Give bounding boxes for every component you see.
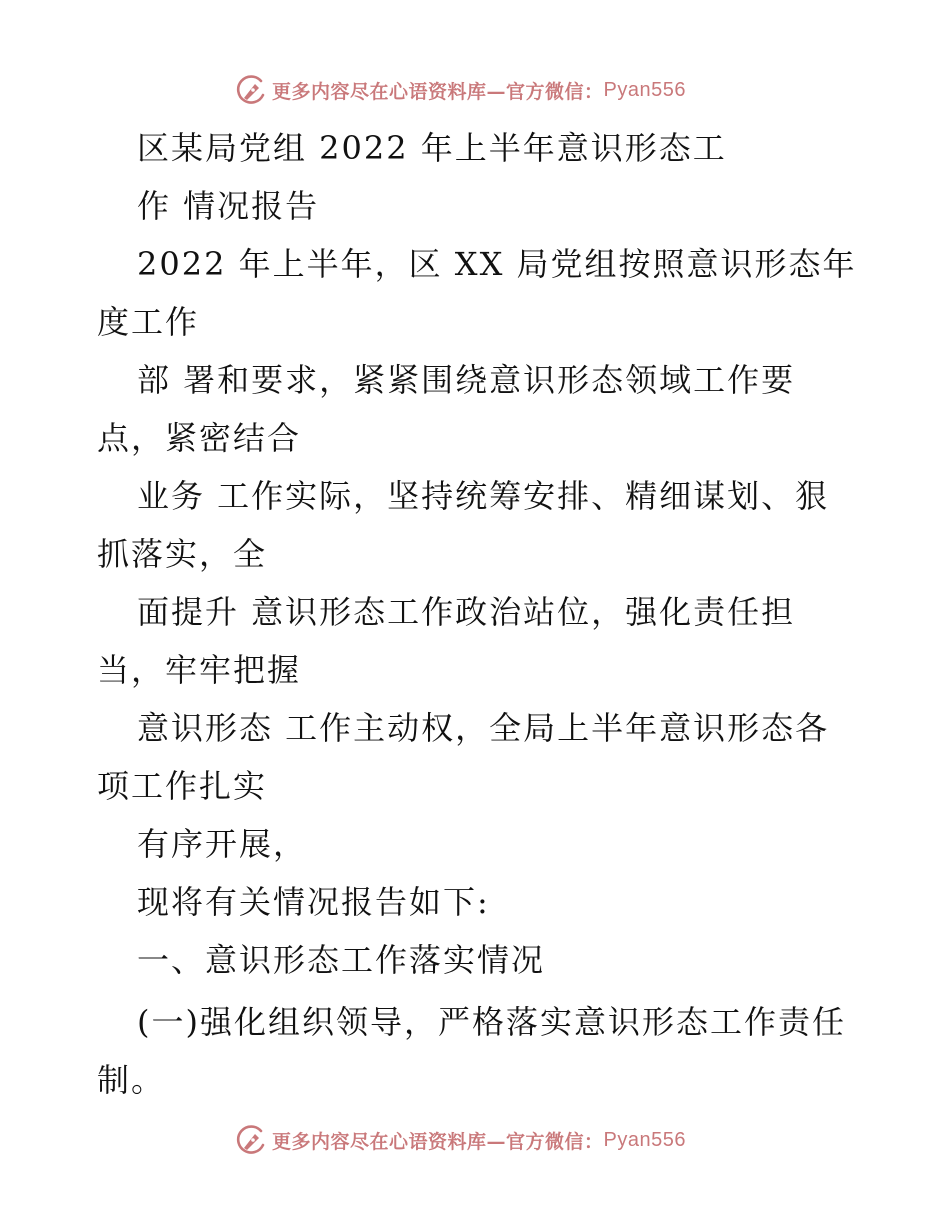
title-line-2: 作 情况报告 bbox=[137, 187, 320, 225]
paragraph-line: 业务 工作实际，坚持统筹安排、精细谋划、狠 bbox=[137, 477, 830, 515]
paragraph-line: 2022 年上半年，区 XX 局党组按照意识形态年 bbox=[137, 245, 857, 283]
paragraph-line: 面提升 意识形态工作政治站位，强化责任担 bbox=[137, 593, 796, 631]
watermark-text: 更多内容尽在心语资料库—官方微信： bbox=[272, 80, 604, 103]
watermark-wechat-id: Pyan556 bbox=[603, 78, 686, 101]
paragraph-line: 当，牢牢把握 bbox=[97, 651, 302, 689]
pen-nib-circle-icon bbox=[234, 73, 268, 107]
paragraph-line: 度工作 bbox=[97, 303, 200, 341]
paragraph-line: 抓落实，全 bbox=[97, 535, 268, 573]
watermark-wechat-id: Pyan556 bbox=[603, 1128, 686, 1151]
section-heading: 一、意识形态工作落实情况 bbox=[137, 941, 546, 979]
paragraph-line: 意识形态 工作主动权，全局上半年意识形态各 bbox=[137, 709, 830, 747]
footer-watermark bbox=[234, 1122, 686, 1158]
paragraph-line: 点，紧密结合 bbox=[97, 419, 302, 457]
paragraph-line: 有序开展， bbox=[137, 825, 308, 863]
title-line-1: 区某局党组 2022 年上半年意识形态工 bbox=[137, 129, 727, 167]
paragraph-line: 现将有关情况报告如下: bbox=[137, 883, 490, 921]
paragraph-line: 制。 bbox=[97, 1061, 166, 1099]
paragraph-line: 项工作扎实 bbox=[97, 767, 268, 805]
watermark-text: 更多内容尽在心语资料库—官方微信： bbox=[272, 1130, 604, 1153]
paragraph-line: 部 署和要求，紧紧围绕意识形态领域工作要 bbox=[137, 361, 796, 399]
subsection-heading: (一)强化组织领导，严格落实意识形态工作责任 bbox=[137, 1003, 846, 1041]
header-watermark bbox=[234, 72, 686, 108]
pen-nib-circle-icon bbox=[234, 1123, 268, 1157]
